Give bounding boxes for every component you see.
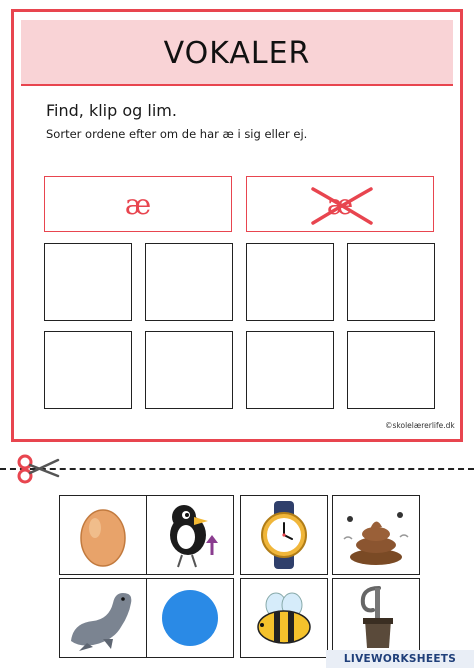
instruction-detail: Sorter ordene efter om de har æ i sig eller ej. [46,127,308,141]
bee-icon [244,583,324,653]
footer-brand-label: LIVEWORKSHEETS [343,653,457,665]
poop-icon [336,499,416,571]
seal-icon [63,583,143,653]
blue-circle-icon [158,586,222,650]
watch-icon [254,499,314,571]
crow-icon [150,499,230,571]
scissors-icon [16,454,60,484]
drop-slot-7[interactable] [246,331,334,409]
drop-slot-4[interactable] [347,243,435,321]
page-title: VOKALER [163,36,311,71]
drop-slot-8[interactable] [347,331,435,409]
cut-line [0,468,474,470]
copyright-text: ©skolelærerlife.dk [385,421,455,430]
drop-slot-6[interactable] [145,331,233,409]
header-without-ae-label: æ [326,187,354,221]
drop-slot-1[interactable] [44,243,132,321]
header-without-ae [246,176,434,232]
card-hook[interactable] [332,578,420,658]
card-egg[interactable] [59,495,147,575]
hook-icon [351,582,401,654]
header-with-ae-label: æ [124,187,152,221]
card-bee[interactable] [240,578,328,658]
card-crow[interactable] [146,495,234,575]
card-watch[interactable] [240,495,328,575]
drop-slot-3[interactable] [246,243,334,321]
header-with-ae [44,176,232,232]
title-band [21,20,453,86]
drop-slot-2[interactable] [145,243,233,321]
footer-brand [326,650,474,668]
card-seal[interactable] [59,578,147,658]
card-poop[interactable] [332,495,420,575]
egg-icon [73,500,133,570]
drop-slot-5[interactable] [44,331,132,409]
crossed-out-icon [307,183,377,227]
card-blue-circle[interactable] [146,578,234,658]
instruction-main: Find, klip og lim. [46,101,177,120]
